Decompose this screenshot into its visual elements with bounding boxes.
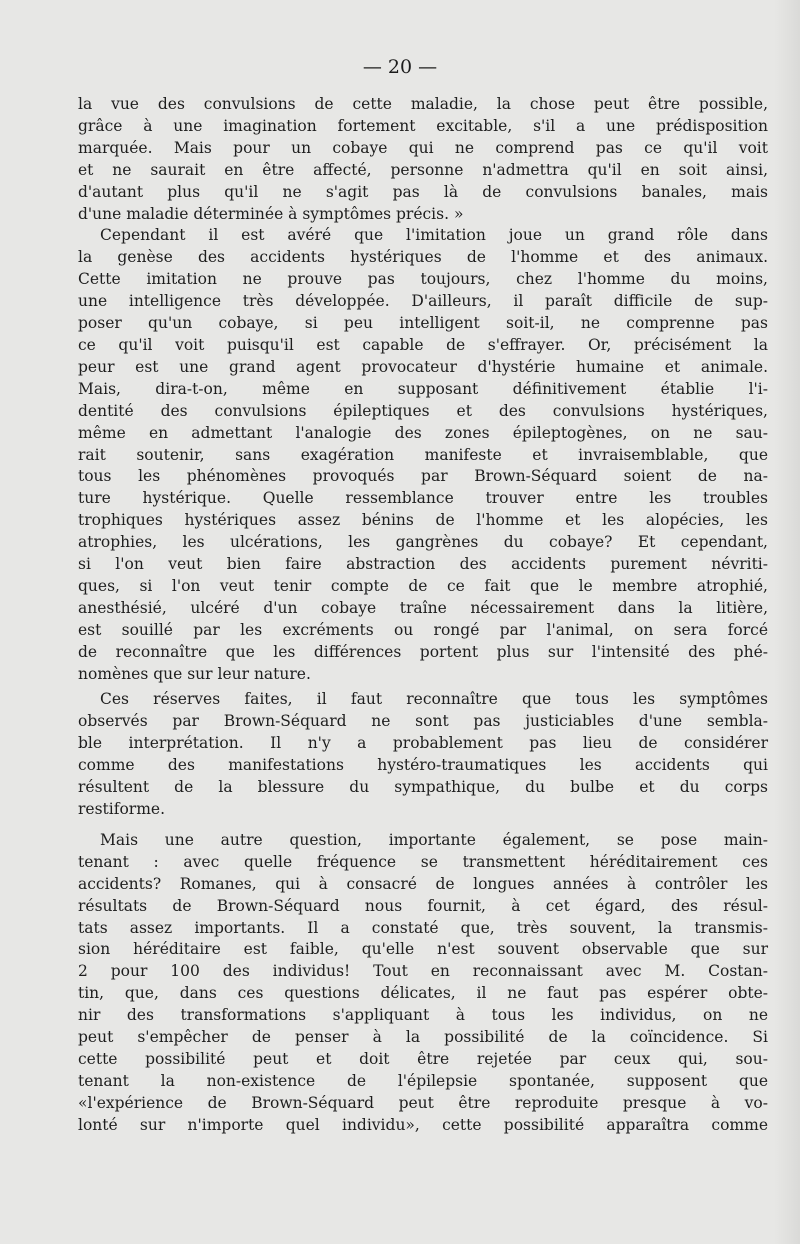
text-line: Cette imitation ne prouve pas toujours, chez l'homme du moins, [78,270,768,289]
text-line: peut s'empêcher de penser à la possibilité de la coïncidence. Si [78,1028,768,1047]
text-line: Mais, dira-t-on, même en supposant définitivement établie l'i- [78,379,768,398]
text-line: ture hystérique. Quelle ressemblance trouver entre les troubles [78,489,768,508]
text-line: anesthésié, ulcéré d'un cobaye traîne nécessairement dans la litière, [78,598,768,617]
page-edge-shadow [774,0,800,1244]
text-line: même en admettant l'analogie des zones épileptogènes, on ne sau- [78,423,768,442]
text-line: la genèse des accidents hystériques de l'homme et des animaux. [78,248,768,267]
text-line: lonté sur n'importe quel individu», cette possibilité apparaîtra comme [78,1115,768,1134]
text-line: observés par Brown-Séquard ne sont pas justiciables d'une sembla- [78,712,768,731]
paragraph-4 [78,830,768,1137]
text-line: et ne saurait en être affecté, personne n'admettra qu'il en soit ainsi, [78,160,768,179]
text-line: 2 pour 100 des individus! Tout en reconnaissant avec M. Costan- [78,962,768,981]
text-line: une intelligence très développée. D'ailleurs, il paraît difficile de sup- [78,292,768,311]
text-line: cette possibilité peut et doit être rejetée par ceux qui, sou- [78,1049,768,1068]
text-line: résultent de la blessure du sympathique, du bulbe et du corps [78,778,768,797]
body-text [78,94,768,1137]
text-line: nomènes que sur leur nature. [78,664,311,683]
paragraph-3 [78,689,768,820]
text-line: trophiques hystériques assez bénins de l'homme et les alopécies, les [78,511,768,530]
text-line: Ces réserves faites, il faut reconnaître que tous les symptômes [100,690,768,709]
text-line: «l'expérience de Brown-Séquard peut être reproduite presque à vo- [78,1093,768,1112]
text-line: ce qu'il voit puisqu'il est capable de s'effrayer. Or, précisément la [78,335,768,354]
text-line: restiforme. [78,800,165,818]
text-line: si l'on veut bien faire abstraction des accidents purement névriti- [78,555,768,574]
text-line: ble interprétation. Il n'y a probablement pas lieu de considérer [78,734,768,753]
text-line: tenant : avec quelle fréquence se transmettent héréditairement ces [78,852,768,871]
text-line: tous les phénomènes provoqués par Brown-Séquard soient de na- [78,467,768,486]
text-line: tenant la non-existence de l'épilepsie spontanée, supposent que [78,1071,768,1090]
text-line: atrophies, les ulcérations, les gangrènes du cobaye? Et cependant, [78,533,768,552]
text-line: dentité des convulsions épileptiques et des convulsions hystériques, [78,401,768,420]
text-line: Cependant il est avéré que l'imitation joue un grand rôle dans [100,226,768,245]
text-line: la vue des convulsions de cette maladie, la chose peut être possible, [78,95,768,113]
text-line: ques, si l'on veut tenir compte de ce fait que le membre atrophié, [78,576,768,595]
text-line: tats assez importants. Il a constaté que, très souvent, la transmis- [78,918,768,937]
text-line: comme des manifestations hystéro-traumatiques les accidents qui [78,756,768,775]
paragraph-1 [78,94,768,225]
text-line: de reconnaître que les différences portent plus sur l'intensité des phé- [78,642,768,661]
page-number: — 20 — [362,56,438,78]
text-line: résultats de Brown-Séquard nous fournit, à cet égard, des résul- [78,896,768,915]
text-line: Mais une autre question, importante également, se pose main- [100,830,768,849]
paragraph-spacer [78,821,768,830]
text-line: poser qu'un cobaye, si peu intelligent soit-il, ne comprenne pas [78,314,768,333]
text-line: peur est une grand agent provocateur d'hystérie humaine et animale. [78,357,768,376]
paragraph-2 [78,225,768,685]
text-line: sion héréditaire est faible, qu'elle n'est souvent observable que sur [78,940,768,959]
text-line: est souillé par les excréments ou rongé par l'animal, on sera forcé [78,620,768,639]
text-line: tin, que, dans ces questions délicates, il ne faut pas espérer obte- [78,984,768,1003]
text-line: marquée. Mais pour un cobaye qui ne comprend pas ce qu'il voit [78,138,768,157]
text-line: accidents? Romanes, qui à consacré de longues années à contrôler les [78,874,768,893]
text-line: grâce à une imagination fortement excitable, s'il a une prédisposition [78,116,768,135]
text-line: d'autant plus qu'il ne s'agit pas là de convulsions banales, mais [78,182,768,201]
text-line: d'une maladie déterminée à symptômes précis. » [78,204,464,223]
text-line: nir des transformations s'appliquant à tous les individus, on ne [78,1006,768,1025]
text-line: rait soutenir, sans exagération manifeste et invraisemblable, que [78,445,768,464]
